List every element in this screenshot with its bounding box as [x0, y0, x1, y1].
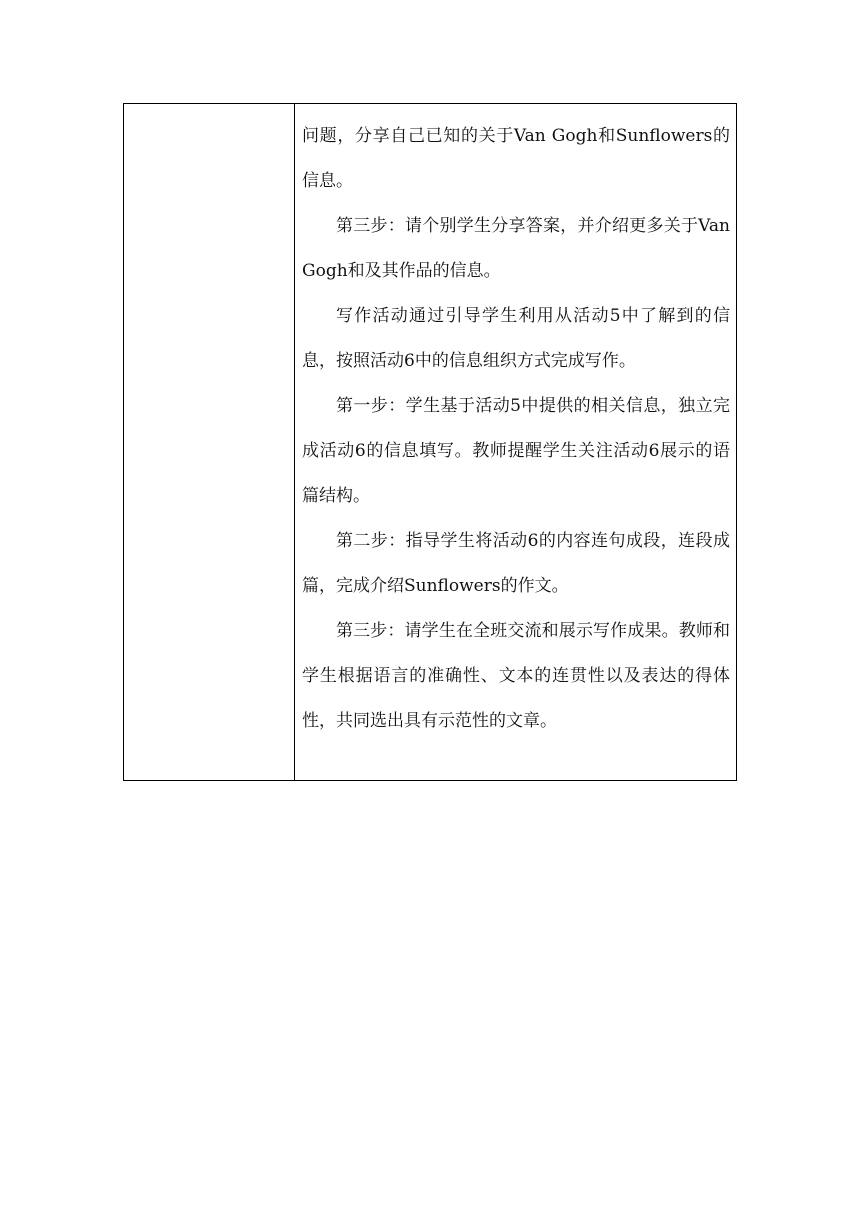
- lesson-plan-table: [123, 103, 737, 781]
- table-right-cell: [295, 104, 736, 780]
- paragraph-step-three-share: 第三步：请个别学生分享答案，并介绍更多关于Van Gogh和及其作品的信息。: [302, 216, 730, 281]
- paragraph-writing-activity: 写作活动通过引导学生利用从活动5中了解到的信息，按照活动6中的信息组织方式完成写作。: [302, 306, 730, 371]
- paragraph-step-three-writing: 第三步：请学生在全班交流和展示写作成果。教师和学生根据语言的准确性、文本的连贯性以及表达的得体性，共同选出具有示范性的文章。: [302, 621, 730, 731]
- paragraph-step-two-writing: 第二步：指导学生将活动6的内容连句成段，连段成篇，完成介绍Sunflowers的作文。: [302, 531, 730, 596]
- table-left-cell: [124, 104, 295, 780]
- paragraph-step-one-writing: 第一步：学生基于活动5中提供的相关信息，独立完成活动6的信息填写。教师提醒学生关注活动6展示的语篇结构。: [302, 396, 730, 506]
- paragraph-continued-step: 问题，分享自己已知的关于Van Gogh和Sunflowers的信息。: [302, 126, 730, 191]
